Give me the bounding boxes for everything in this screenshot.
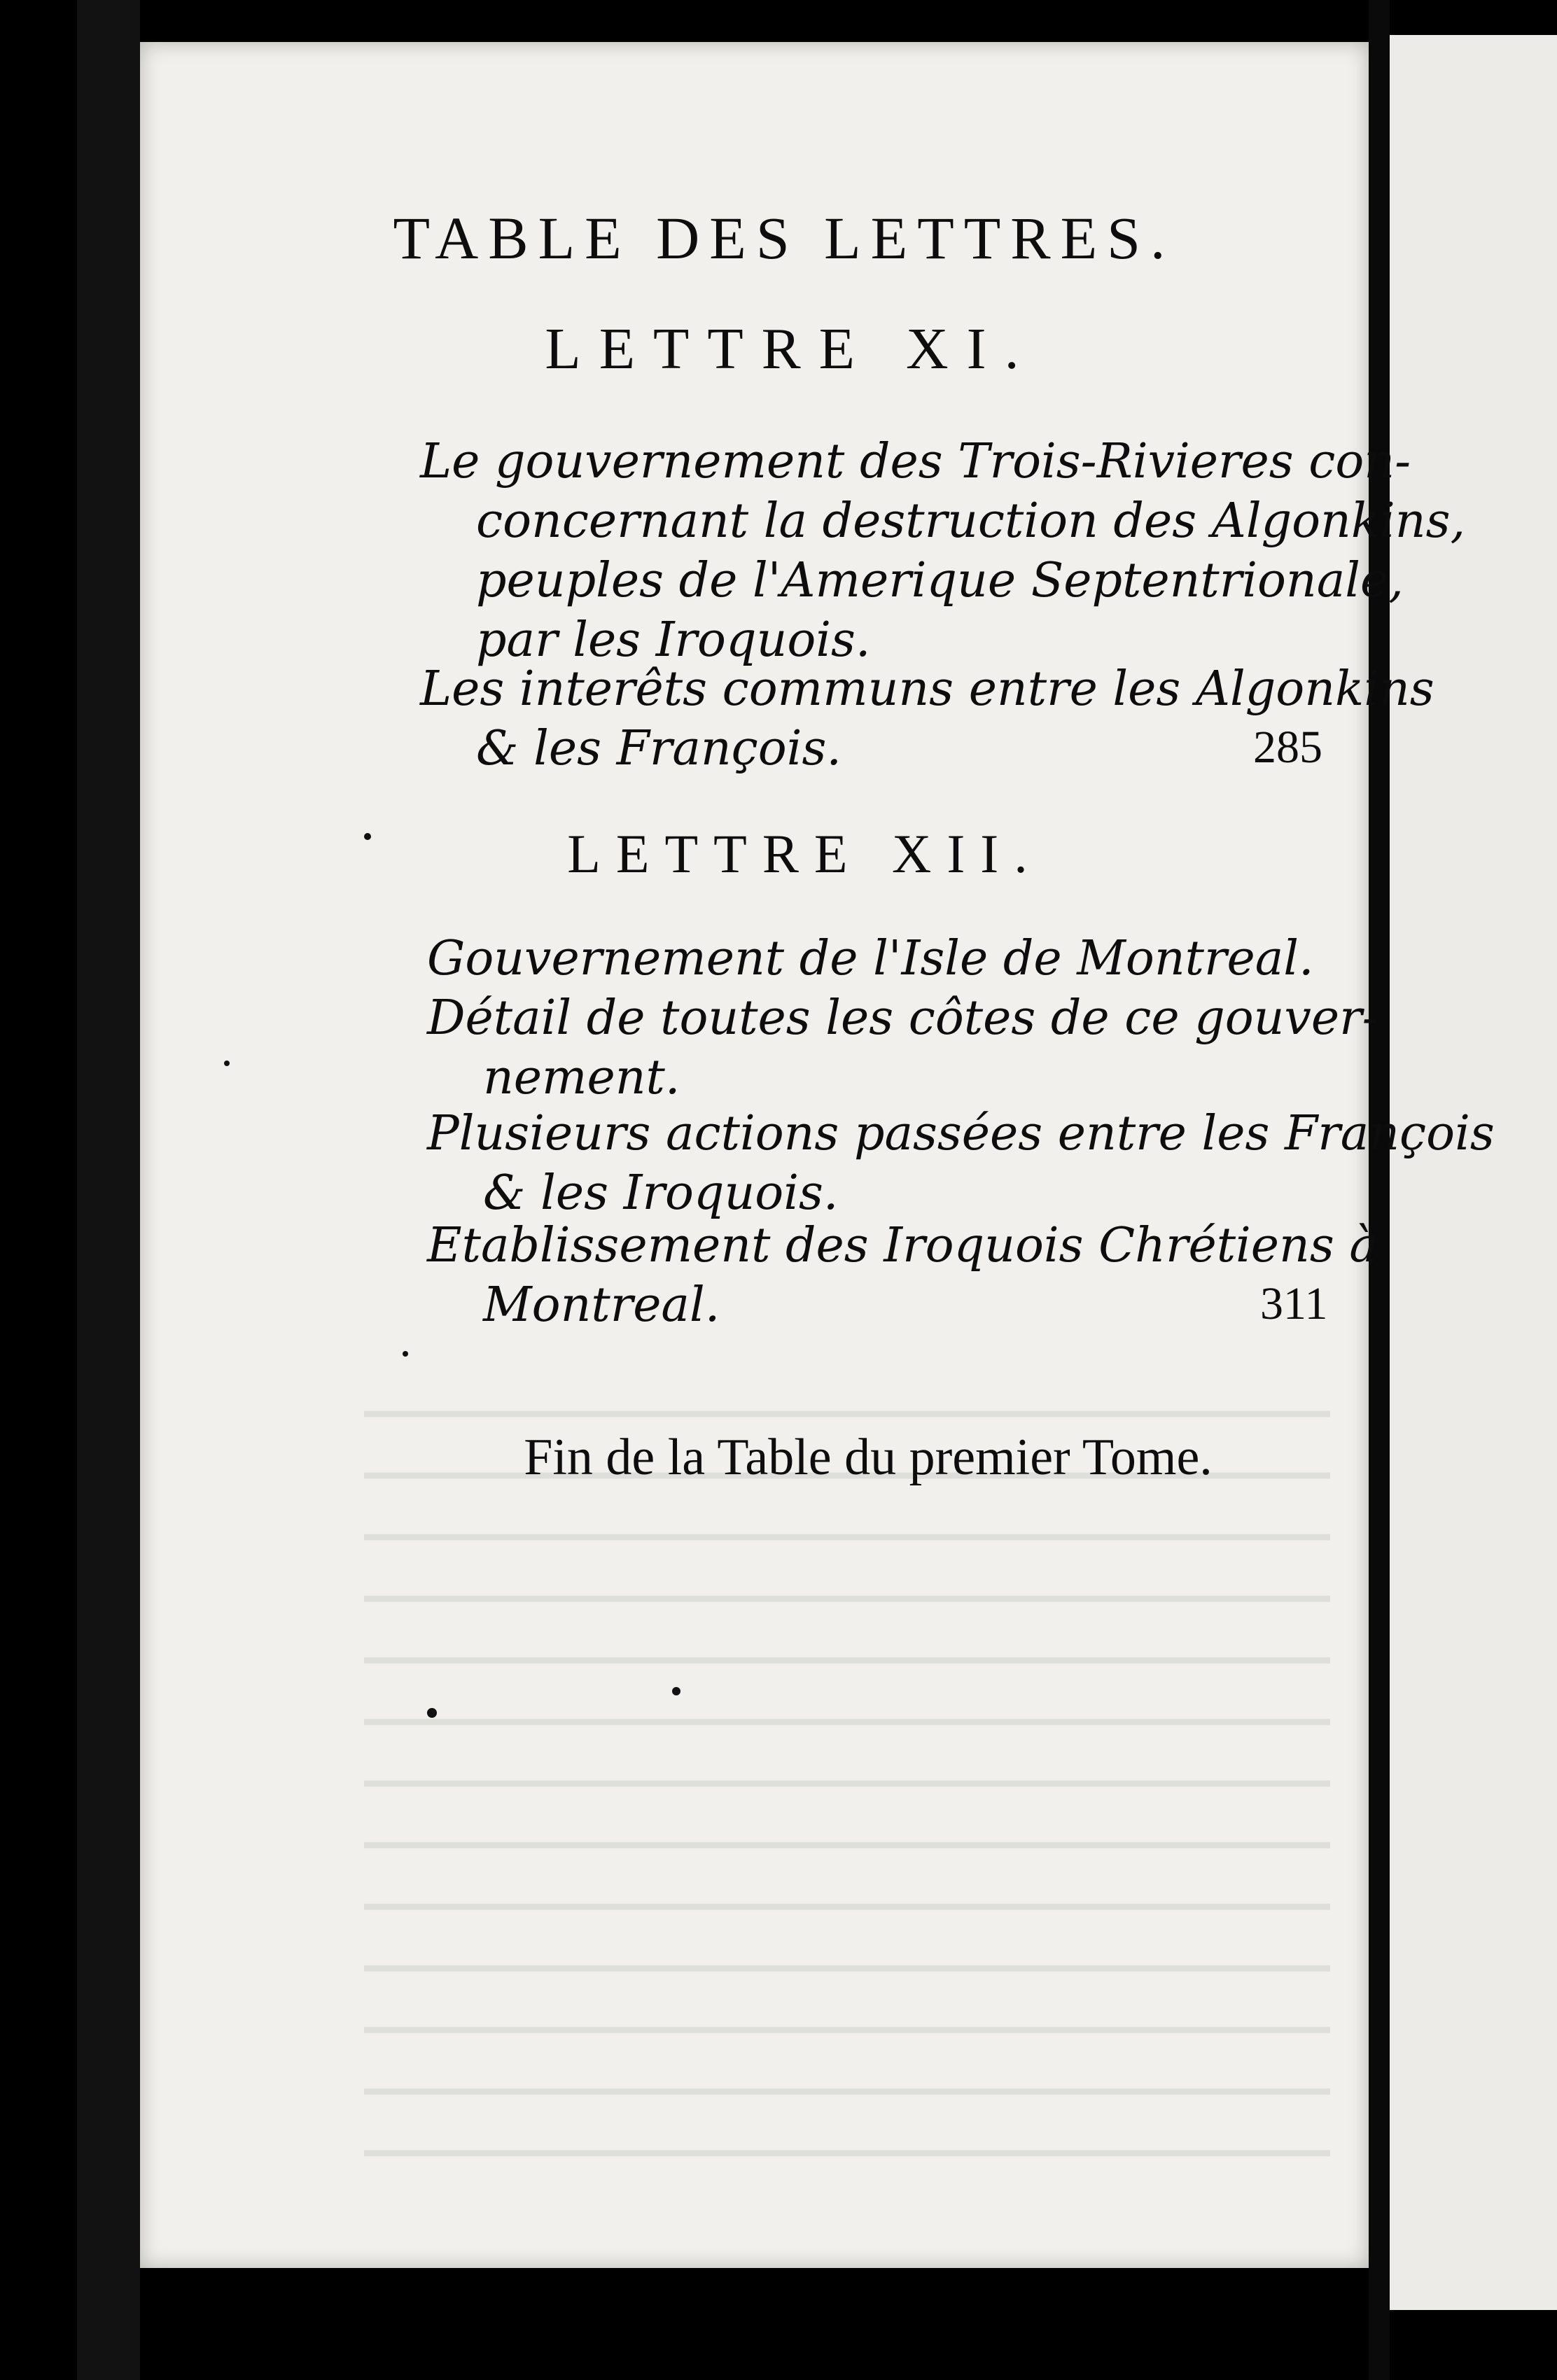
toc-entry-line: & les François. <box>476 721 842 776</box>
ink-speck <box>224 1060 230 1066</box>
toc-entry-line: Montreal. <box>483 1278 720 1333</box>
page-number: 311 <box>1260 1278 1328 1329</box>
toc-entry-line: Plusieurs actions passées entre les François <box>427 1106 1495 1161</box>
toc-entry-line: & les Iroquois. <box>483 1166 839 1221</box>
toc-entry-line: peuples de l'Amerique Septentrionale, <box>476 553 1404 608</box>
ink-speck <box>403 1351 408 1357</box>
toc-entry-line: Les interêts communs entre les Algonkins <box>420 662 1434 717</box>
toc-entry-line: Le gouvernement des Trois-Rivieres con- <box>420 434 1411 489</box>
toc-entry-line: concernant la destruction des Algonkins, <box>476 493 1466 549</box>
book-left-edge <box>77 0 140 2380</box>
facing-page-edge <box>1390 35 1557 2310</box>
book-gutter <box>1369 0 1390 2380</box>
ink-speck <box>427 1708 437 1718</box>
toc-entry-line: Etablissement des Iroquois Chrétiens à <box>427 1218 1378 1273</box>
page-number: 285 <box>1253 722 1322 773</box>
ink-speck <box>364 833 371 840</box>
section-heading-lettre-xii: LETTRE XII. <box>567 823 1043 884</box>
toc-entry-line: nement. <box>483 1050 680 1105</box>
toc-entry-line: par les Iroquois. <box>476 612 871 668</box>
section-heading-lettre-xi: LETTRE XI. <box>545 316 1038 382</box>
show-through-texture <box>364 1372 1330 2177</box>
closing-line: Fin de la Table du premier Tome. <box>524 1429 1213 1486</box>
toc-entry-line: Détail de toutes les côtes de ce gouver- <box>427 990 1378 1046</box>
page-title: TABLE DES LETTRES. <box>393 204 1175 272</box>
toc-entry-line: Gouvernement de l'Isle de Montreal. <box>427 931 1314 986</box>
ink-speck <box>672 1687 680 1695</box>
